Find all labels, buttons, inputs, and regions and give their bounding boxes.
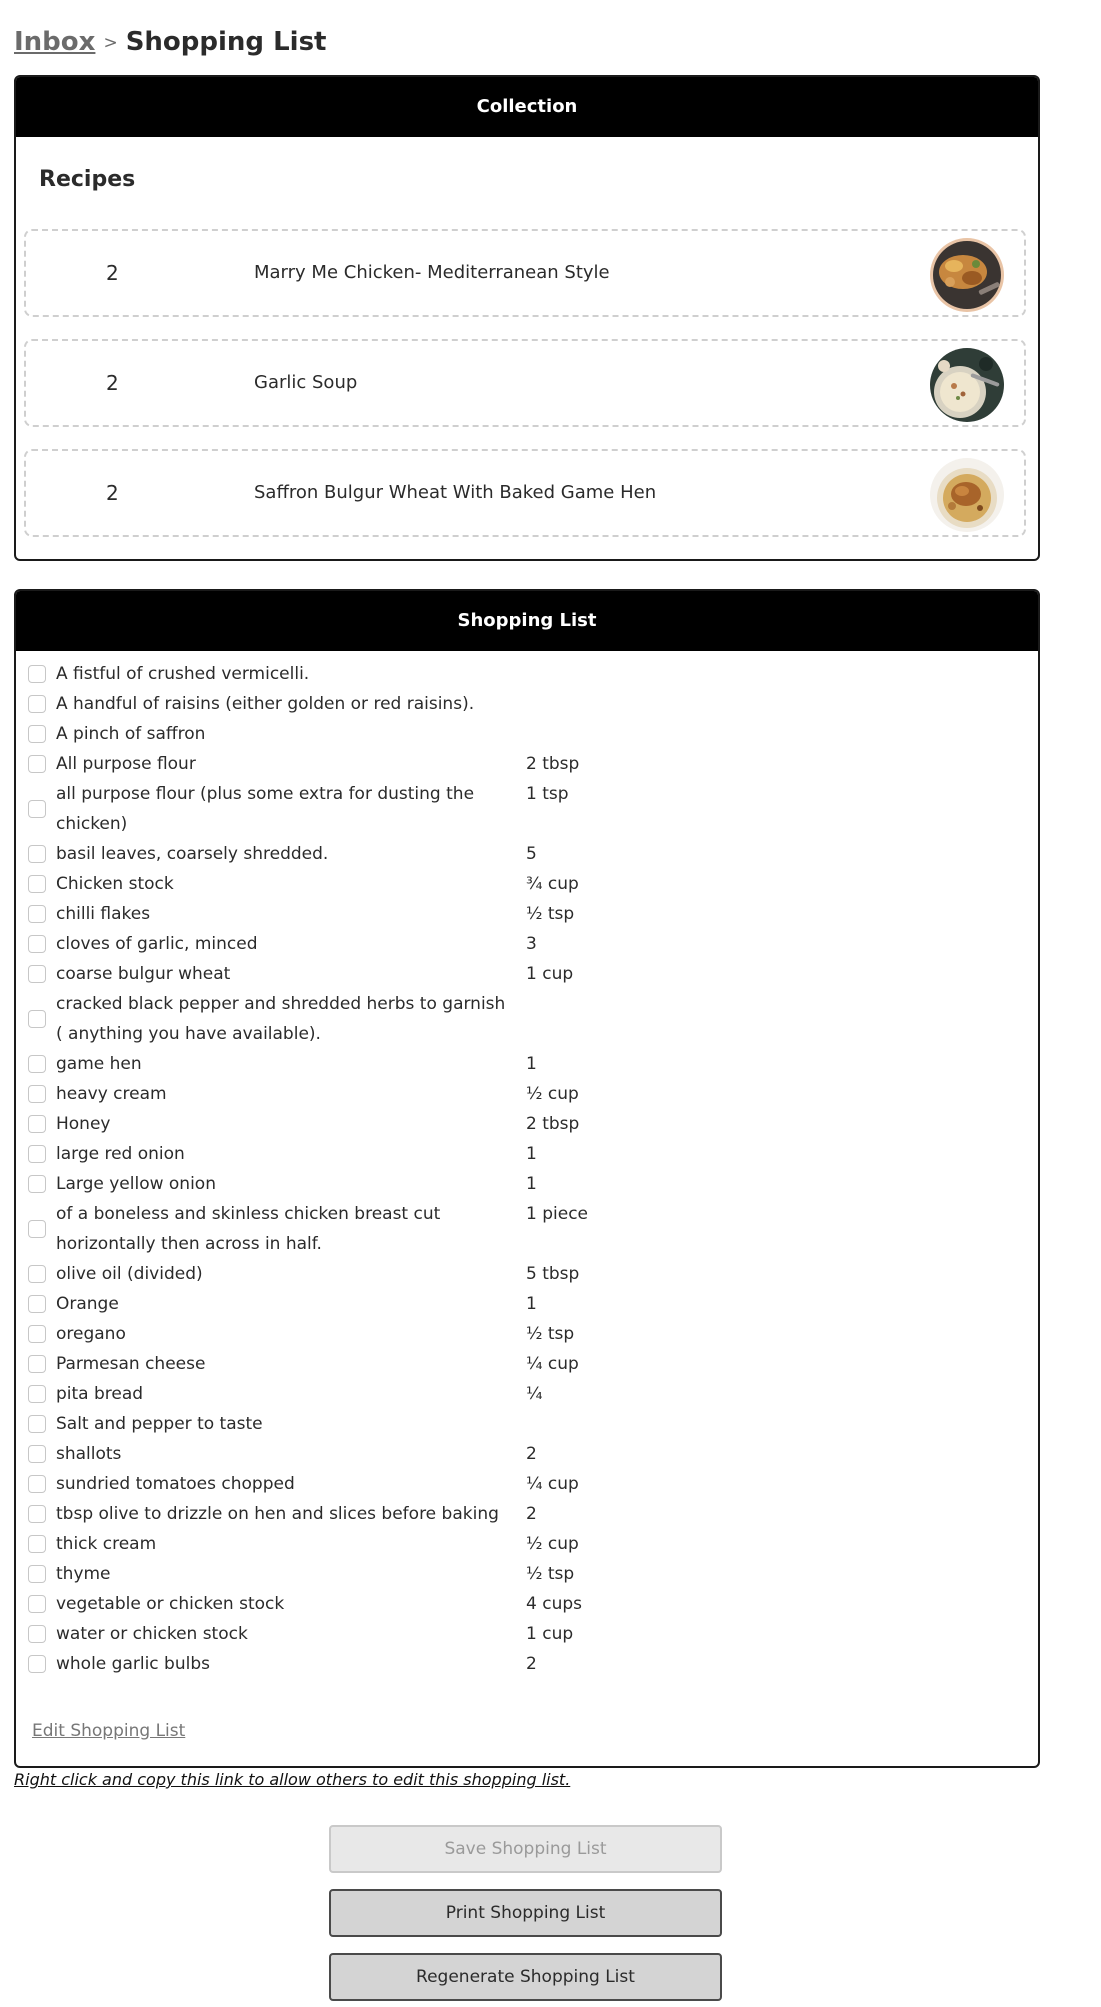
- item-checkbox[interactable]: [28, 1010, 46, 1028]
- item-name: water or chicken stock: [56, 1624, 248, 1644]
- item-quantity: ½ tsp: [526, 1564, 575, 1584]
- item-checkbox[interactable]: [28, 1415, 46, 1433]
- item-name: heavy cream: [56, 1084, 167, 1104]
- recipe-image-soup: [930, 348, 1004, 422]
- shopping-list-item: [16, 659, 1038, 689]
- item-name: olive oil (divided): [56, 1264, 203, 1284]
- item-checkbox[interactable]: [28, 695, 46, 713]
- item-name: shallots: [56, 1444, 122, 1464]
- shopping-list-item: [16, 1169, 1038, 1199]
- recipe-row[interactable]: [24, 229, 1026, 317]
- shopping-list-item: [16, 1589, 1038, 1619]
- shopping-list-item: [16, 1139, 1038, 1169]
- item-name: A pinch of saffron: [56, 724, 206, 744]
- recipe-servings-count: 2: [106, 261, 119, 285]
- shopping-list-item: [16, 719, 1038, 749]
- item-quantity: 2: [526, 1444, 537, 1464]
- shopping-list-item: [16, 1619, 1038, 1649]
- item-checkbox[interactable]: [28, 1385, 46, 1403]
- item-checkbox[interactable]: [28, 875, 46, 893]
- shopping-list-item: [16, 1319, 1038, 1349]
- item-name: oregano: [56, 1324, 126, 1344]
- breadcrumb-inbox-link[interactable]: Inbox: [14, 27, 96, 57]
- item-checkbox[interactable]: [28, 935, 46, 953]
- item-checkbox[interactable]: [28, 1145, 46, 1163]
- item-checkbox[interactable]: [28, 1655, 46, 1673]
- item-name: chilli flakes: [56, 904, 151, 924]
- edit-shopping-list-link[interactable]: Edit Shopping List: [32, 1721, 186, 1741]
- item-quantity: 1: [526, 1054, 537, 1074]
- item-checkbox[interactable]: [28, 1625, 46, 1643]
- recipe-servings-count: 2: [106, 481, 119, 505]
- collection-panel: [14, 75, 1040, 561]
- item-quantity: 1 cup: [526, 1624, 574, 1644]
- item-name: Large yellow onion: [56, 1174, 216, 1194]
- shopping-list-item: [16, 1439, 1038, 1469]
- item-checkbox[interactable]: [28, 1325, 46, 1343]
- item-checkbox[interactable]: [28, 1175, 46, 1193]
- item-quantity: 5 tbsp: [526, 1264, 580, 1284]
- shopping-list-item: [16, 779, 1038, 839]
- shopping-list-item: [16, 1079, 1038, 1109]
- item-quantity: 1: [526, 1174, 537, 1194]
- item-checkbox[interactable]: [28, 1055, 46, 1073]
- shopping-list-item: [16, 1199, 1038, 1259]
- item-quantity: 4 cups: [526, 1594, 582, 1614]
- item-checkbox[interactable]: [28, 1535, 46, 1553]
- item-checkbox[interactable]: [28, 1565, 46, 1583]
- item-name: pita bread: [56, 1384, 144, 1404]
- item-quantity: ¾ cup: [526, 874, 579, 894]
- shopping-list-item: [16, 869, 1038, 899]
- shopping-list-item: [16, 899, 1038, 929]
- recipes-heading: Recipes: [39, 167, 136, 192]
- breadcrumb-separator: >: [103, 33, 118, 53]
- item-name: Orange: [56, 1294, 119, 1314]
- shopping-list-item: [16, 839, 1038, 869]
- item-checkbox[interactable]: [28, 800, 46, 818]
- recipe-row[interactable]: [24, 449, 1026, 537]
- item-name: tbsp olive to drizzle on hen and slices before baking: [56, 1504, 499, 1524]
- shopping-list-panel: [14, 589, 1040, 1768]
- item-name: All purpose flour: [56, 754, 196, 774]
- page-title: Shopping List: [125, 27, 327, 57]
- item-checkbox[interactable]: [28, 725, 46, 743]
- recipe-image-chicken: [930, 238, 1004, 312]
- recipe-name[interactable]: Saffron Bulgur Wheat With Baked Game Hen: [254, 482, 657, 503]
- item-quantity: 5: [526, 844, 537, 864]
- item-quantity: 1 tsp: [526, 784, 569, 804]
- item-name: Salt and pepper to taste: [56, 1414, 263, 1434]
- item-name: A fistful of crushed vermicelli.: [56, 664, 310, 684]
- shopping-list-item: [16, 1649, 1038, 1679]
- item-quantity: ¼ cup: [526, 1354, 579, 1374]
- item-quantity: ¼: [526, 1384, 543, 1404]
- item-quantity: 1 piece: [526, 1204, 588, 1224]
- regenerate-shopping-list-button[interactable]: Regenerate Shopping List: [329, 1953, 722, 2001]
- recipe-thumbnail[interactable]: [930, 458, 1004, 532]
- item-name: coarse bulgur wheat: [56, 964, 231, 984]
- shopping-list-item: [16, 689, 1038, 719]
- item-quantity: ¼ cup: [526, 1474, 579, 1494]
- item-quantity: 2: [526, 1504, 537, 1524]
- save-shopping-list-button[interactable]: Save Shopping List: [329, 1825, 722, 1873]
- item-checkbox[interactable]: [28, 1475, 46, 1493]
- shopping-list-item: [16, 1499, 1038, 1529]
- item-name: whole garlic bulbs: [56, 1654, 210, 1674]
- item-quantity: 2 tbsp: [526, 754, 580, 774]
- recipe-image-game-hen: [930, 458, 1004, 532]
- item-checkbox[interactable]: [28, 845, 46, 863]
- shopping-list-item: [16, 959, 1038, 989]
- breadcrumb: [14, 24, 326, 61]
- shopping-list-item: [16, 1109, 1038, 1139]
- item-name: cracked black pepper and shredded herbs to garnish ( anything you have available).: [56, 994, 506, 1044]
- item-name: large red onion: [56, 1144, 185, 1164]
- recipe-servings-count: 2: [106, 371, 119, 395]
- item-checkbox[interactable]: [28, 1505, 46, 1523]
- item-checkbox[interactable]: [28, 1445, 46, 1463]
- item-name: sundried tomatoes chopped: [56, 1474, 295, 1494]
- item-checkbox[interactable]: [28, 1595, 46, 1613]
- item-checkbox[interactable]: [28, 1220, 46, 1238]
- shopping-list-item: [16, 749, 1038, 779]
- shopping-list-item: [16, 1049, 1038, 1079]
- shopping-list-item: [16, 1469, 1038, 1499]
- shopping-list-item: [16, 1409, 1038, 1439]
- shopping-list-items: [16, 659, 1038, 1679]
- item-quantity: 1 cup: [526, 964, 574, 984]
- item-quantity: 2 tbsp: [526, 1114, 580, 1134]
- item-name: Parmesan cheese: [56, 1354, 206, 1374]
- item-quantity: 1: [526, 1294, 537, 1314]
- item-quantity: 2: [526, 1654, 537, 1674]
- shopping-list-item: [16, 1379, 1038, 1409]
- print-shopping-list-button[interactable]: Print Shopping List: [329, 1889, 722, 1937]
- recipe-name[interactable]: Garlic Soup: [254, 372, 358, 393]
- item-name: basil leaves, coarsely shredded.: [56, 844, 329, 864]
- shopping-list-item: [16, 1529, 1038, 1559]
- item-checkbox[interactable]: [28, 1085, 46, 1103]
- item-checkbox[interactable]: [28, 665, 46, 683]
- item-quantity: 1: [526, 1144, 537, 1164]
- item-name: Honey: [56, 1114, 111, 1134]
- recipe-thumbnail[interactable]: [930, 238, 1004, 312]
- item-checkbox[interactable]: [28, 755, 46, 773]
- item-name: Chicken stock: [56, 874, 174, 894]
- shopping-list-header: Shopping List: [16, 591, 1038, 651]
- item-checkbox[interactable]: [28, 905, 46, 923]
- item-name: game hen: [56, 1054, 142, 1074]
- item-checkbox[interactable]: [28, 965, 46, 983]
- item-name: vegetable or chicken stock: [56, 1594, 285, 1614]
- item-name: A handful of raisins (either golden or red raisins).: [56, 694, 475, 714]
- item-quantity: ½ cup: [526, 1534, 579, 1554]
- share-link-note[interactable]: Right click and copy this link to allow others to edit this shopping list.: [14, 1770, 571, 1789]
- shopping-list-item: [16, 1349, 1038, 1379]
- recipe-thumbnail[interactable]: [930, 348, 1004, 422]
- item-name: thick cream: [56, 1534, 157, 1554]
- item-checkbox[interactable]: [28, 1355, 46, 1373]
- item-name: of a boneless and skinless chicken breast cut horizontally then across in half.: [56, 1204, 441, 1254]
- recipe-row[interactable]: [24, 339, 1026, 427]
- item-name: all purpose flour (plus some extra for dusting the chicken): [56, 784, 475, 834]
- item-quantity: 3: [526, 934, 537, 954]
- shopping-list-item: [16, 1559, 1038, 1589]
- item-checkbox[interactable]: [28, 1265, 46, 1283]
- item-quantity: ½ tsp: [526, 904, 575, 924]
- item-checkbox[interactable]: [28, 1115, 46, 1133]
- shopping-list-item: [16, 989, 1038, 1049]
- shopping-list-item: [16, 929, 1038, 959]
- item-quantity: ½ tsp: [526, 1324, 575, 1344]
- item-name: thyme: [56, 1564, 111, 1584]
- collection-header: Collection: [16, 77, 1038, 137]
- shopping-list-item: [16, 1289, 1038, 1319]
- item-quantity: ½ cup: [526, 1084, 579, 1104]
- recipe-name[interactable]: Marry Me Chicken- Mediterranean Style: [254, 262, 610, 283]
- item-checkbox[interactable]: [28, 1295, 46, 1313]
- item-name: cloves of garlic, minced: [56, 934, 258, 954]
- shopping-list-item: [16, 1259, 1038, 1289]
